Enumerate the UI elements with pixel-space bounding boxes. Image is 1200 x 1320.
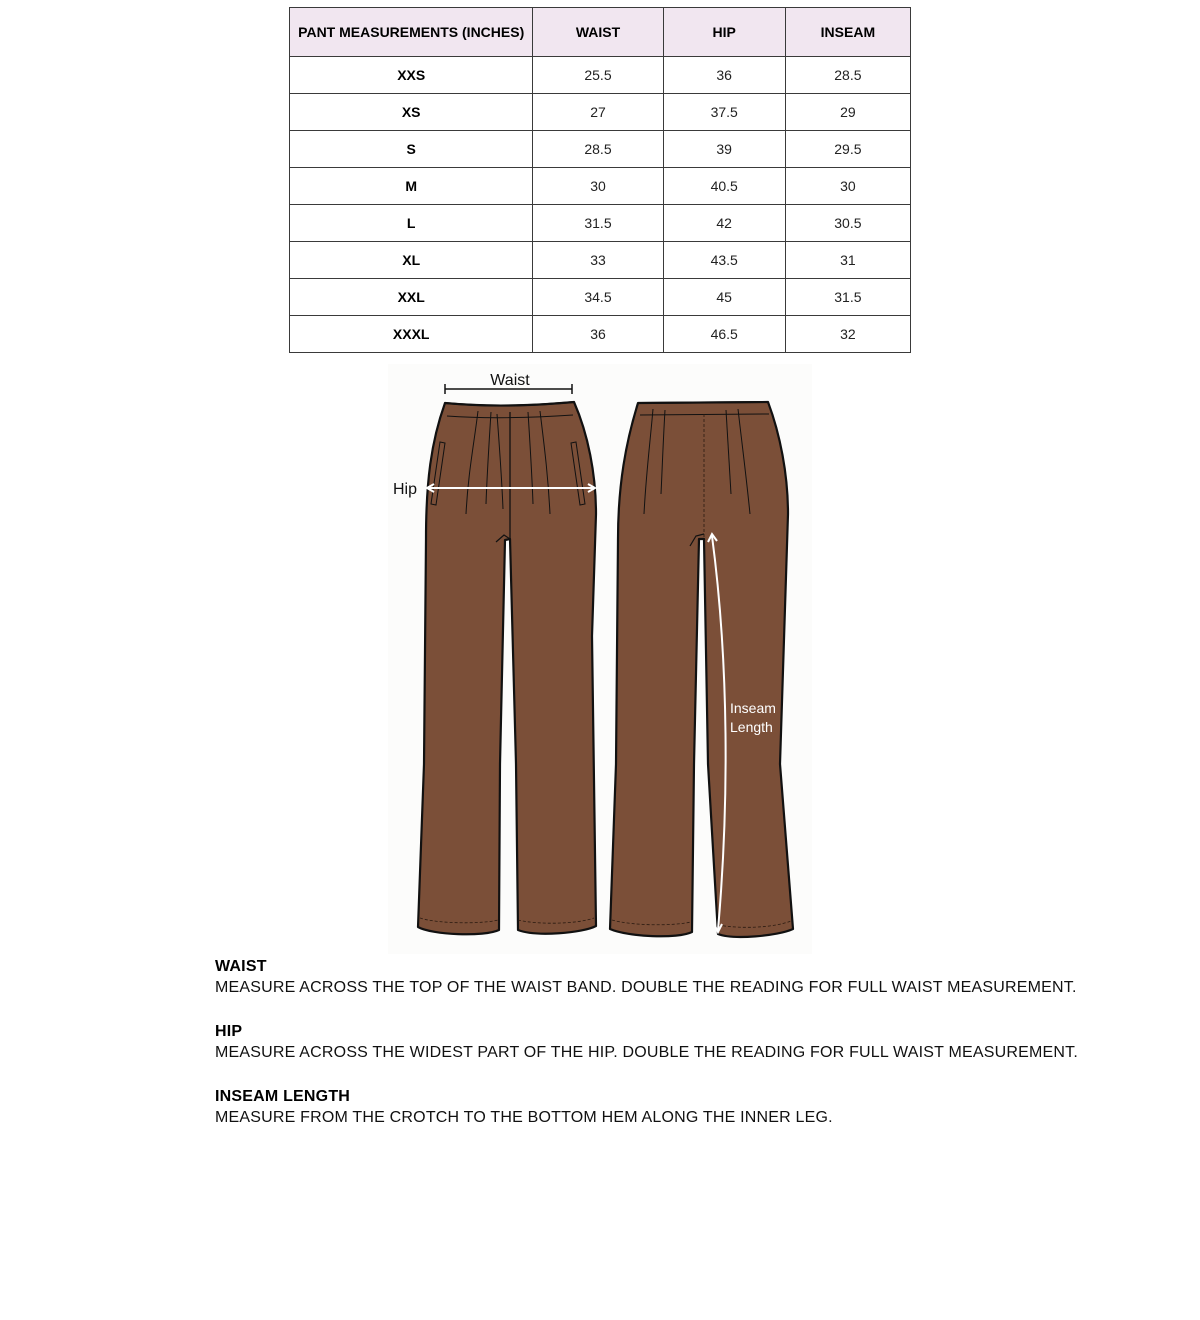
table-header-row <box>290 8 911 57</box>
waist-cell: 34.5 <box>533 279 663 316</box>
hip-cell: 39 <box>663 131 785 168</box>
size-cell: XS <box>290 94 533 131</box>
waist-instruction-text: MEASURE ACROSS THE TOP OF THE WAIST BAND. DOUBLE THE READING FOR FULL WAIST MEASUREMENT. <box>215 979 1077 996</box>
inseam-cell: 31 <box>785 242 910 279</box>
table-row <box>290 94 911 131</box>
size-cell: XL <box>290 242 533 279</box>
waist-cell: 36 <box>533 316 663 353</box>
table-row <box>290 168 911 205</box>
inseam-label-line2: Length <box>730 719 773 735</box>
inseam-instruction-title: INSEAM LENGTH <box>215 1088 351 1105</box>
size-cell: L <box>290 205 533 242</box>
waist-cell: 30 <box>533 168 663 205</box>
table-row <box>290 205 911 242</box>
inseam-cell: 30.5 <box>785 205 910 242</box>
waist-cell: 25.5 <box>533 57 663 94</box>
size-cell: XXS <box>290 57 533 94</box>
hip-cell: 46.5 <box>663 316 785 353</box>
inseam-instruction-text: MEASURE FROM THE CROTCH TO THE BOTTOM HEM ALONG THE INNER LEG. <box>215 1109 833 1126</box>
header-hip: HIP <box>663 8 785 57</box>
inseam-label-line1: Inseam <box>730 700 776 716</box>
hip-cell: 43.5 <box>663 242 785 279</box>
inseam-cell: 30 <box>785 168 910 205</box>
table-row <box>290 57 911 94</box>
hip-label: Hip <box>393 481 418 498</box>
inseam-cell: 32 <box>785 316 910 353</box>
pants-illustration <box>388 364 812 954</box>
inseam-cell: 28.5 <box>785 57 910 94</box>
hip-cell: 37.5 <box>663 94 785 131</box>
table-row <box>290 316 911 353</box>
waist-label: Waist <box>490 372 530 389</box>
waist-cell: 28.5 <box>533 131 663 168</box>
size-cell: XXXL <box>290 316 533 353</box>
hip-instruction <box>215 1022 1175 1064</box>
waist-cell: 27 <box>533 94 663 131</box>
header-pant-measurements: PANT MEASUREMENTS (INCHES) <box>290 8 533 57</box>
hip-instruction-text: MEASURE ACROSS THE WIDEST PART OF THE HIP. DOUBLE THE READING FOR FULL WAIST MEASUREMENT. <box>215 1044 1078 1061</box>
inseam-cell: 29.5 <box>785 131 910 168</box>
size-cell: XXL <box>290 279 533 316</box>
inseam-cell: 29 <box>785 94 910 131</box>
table-row <box>290 279 911 316</box>
inseam-cell: 31.5 <box>785 279 910 316</box>
table-row <box>290 131 911 168</box>
header-inseam: INSEAM <box>785 8 910 57</box>
hip-cell: 36 <box>663 57 785 94</box>
waist-cell: 31.5 <box>533 205 663 242</box>
size-cell: M <box>290 168 533 205</box>
size-chart-table <box>289 7 911 353</box>
waist-instruction-title: WAIST <box>215 958 267 975</box>
header-waist: WAIST <box>533 8 663 57</box>
hip-instruction-title: HIP <box>215 1023 243 1040</box>
size-cell: S <box>290 131 533 168</box>
pants-measurement-diagram <box>388 364 812 954</box>
hip-cell: 42 <box>663 205 785 242</box>
table-row <box>290 242 911 279</box>
hip-cell: 40.5 <box>663 168 785 205</box>
measurement-instructions <box>215 957 1175 1152</box>
inseam-instruction <box>215 1087 1175 1129</box>
hip-cell: 45 <box>663 279 785 316</box>
waist-instruction <box>215 957 1175 999</box>
waist-cell: 33 <box>533 242 663 279</box>
